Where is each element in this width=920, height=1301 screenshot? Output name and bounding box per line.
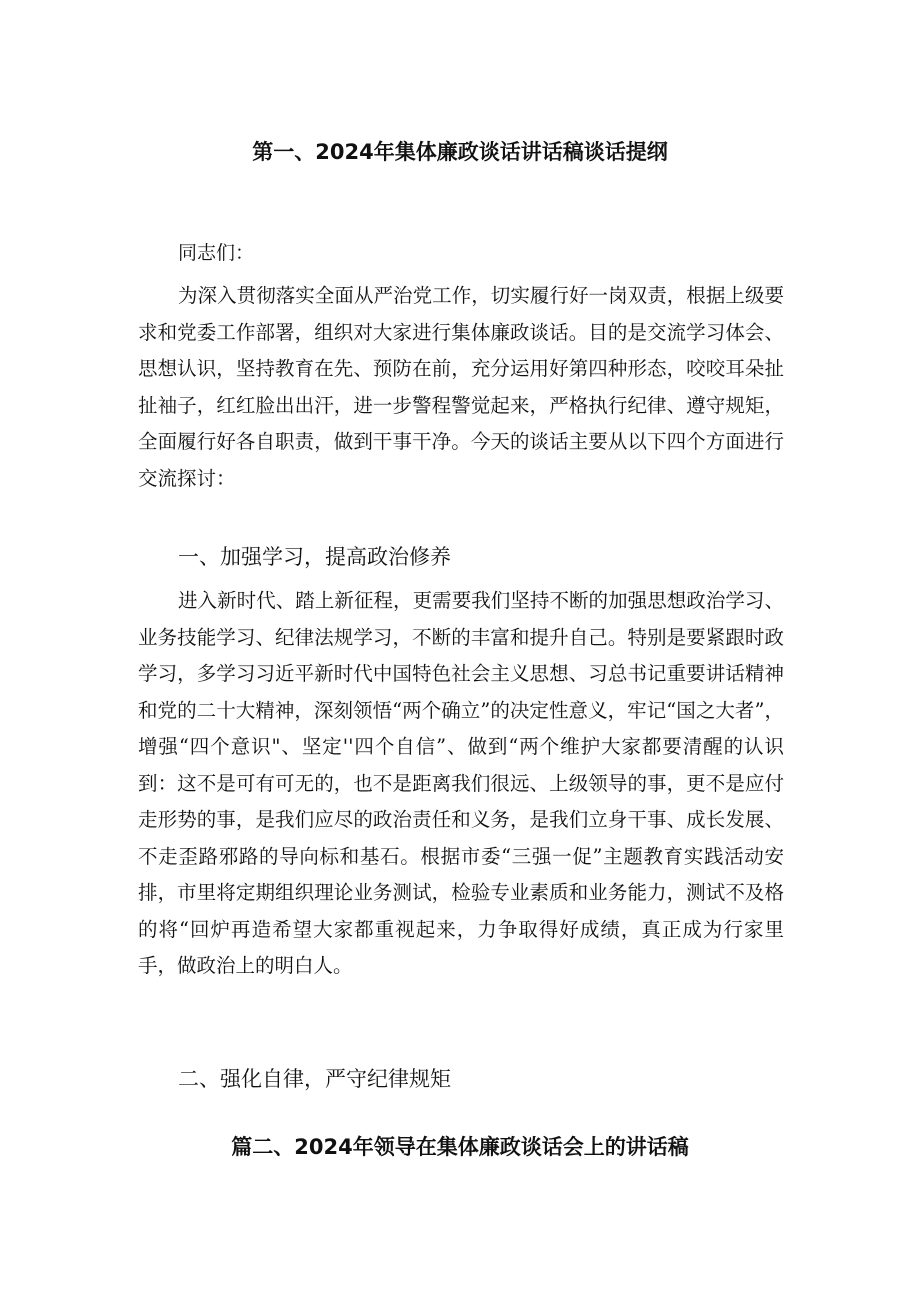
second-document-title: 篇二、2024年领导在集体廉政谈话会上的讲话稿 xyxy=(231,1135,689,1159)
greeting-text: 同志们： xyxy=(178,242,255,264)
section-1-paragraph: 进入新时代、踏上新征程，更需要我们坚持不断的加强思想政治学习、业务技能学习、纪律法规学习，不断的丰富和提升自己。特别是要紧跟时政学习，多学习习近平新时代中国特色社会主义思想、习总书记重要讲话精神和党的二十大精神，深刻领悟“两个确立”的决定性意义，牢记“国之大者”，增强“四个意识"、坚定''四个自信”、做到“两个维护大家都要清醒的认识到：这不是可有可无的，也不是距离我们很远、上级领导的事，更不是应付走形势的事，是我们应尽的政治责任和义务，是我们立身干事、成长发展、不走歪路邪路的导向标和基石。根据市委“三强一促”主题教育实践活动安排，市里将定期组织理论业务测试，检验专业素质和业务能力，测试不及格的将“回炉再造希望大家都重视起来，力争取得好成绩，真正成为行家里手，做政治上的明白人。 xyxy=(138,589,784,977)
section-heading-2: 二、强化自律，严守纪律规矩 xyxy=(178,1067,451,1091)
document-title: 第一、2024年集体廉政谈话讲话稿谈话提纲 xyxy=(252,140,668,164)
intro-paragraph: 为深入贯彻落实全面从严治党工作，切实履行好一岗双责，根据上级要求和党委工作部署，组织对大家进行集体廉政谈话。目的是交流学习体会、思想认识，坚持教育在先、预防在前，充分运用好第四种形态，咬咬耳朵扯扯袖子，红红脸出出汗，进一步警程警觉起来，严格执行纪律、遵守规矩，全面履行好各自职责，做到干事干净。今天的谈话主要从以下四个方面进行交流探讨： xyxy=(138,284,784,490)
section-heading-1: 一、加强学习，提高政治修养 xyxy=(178,545,451,569)
